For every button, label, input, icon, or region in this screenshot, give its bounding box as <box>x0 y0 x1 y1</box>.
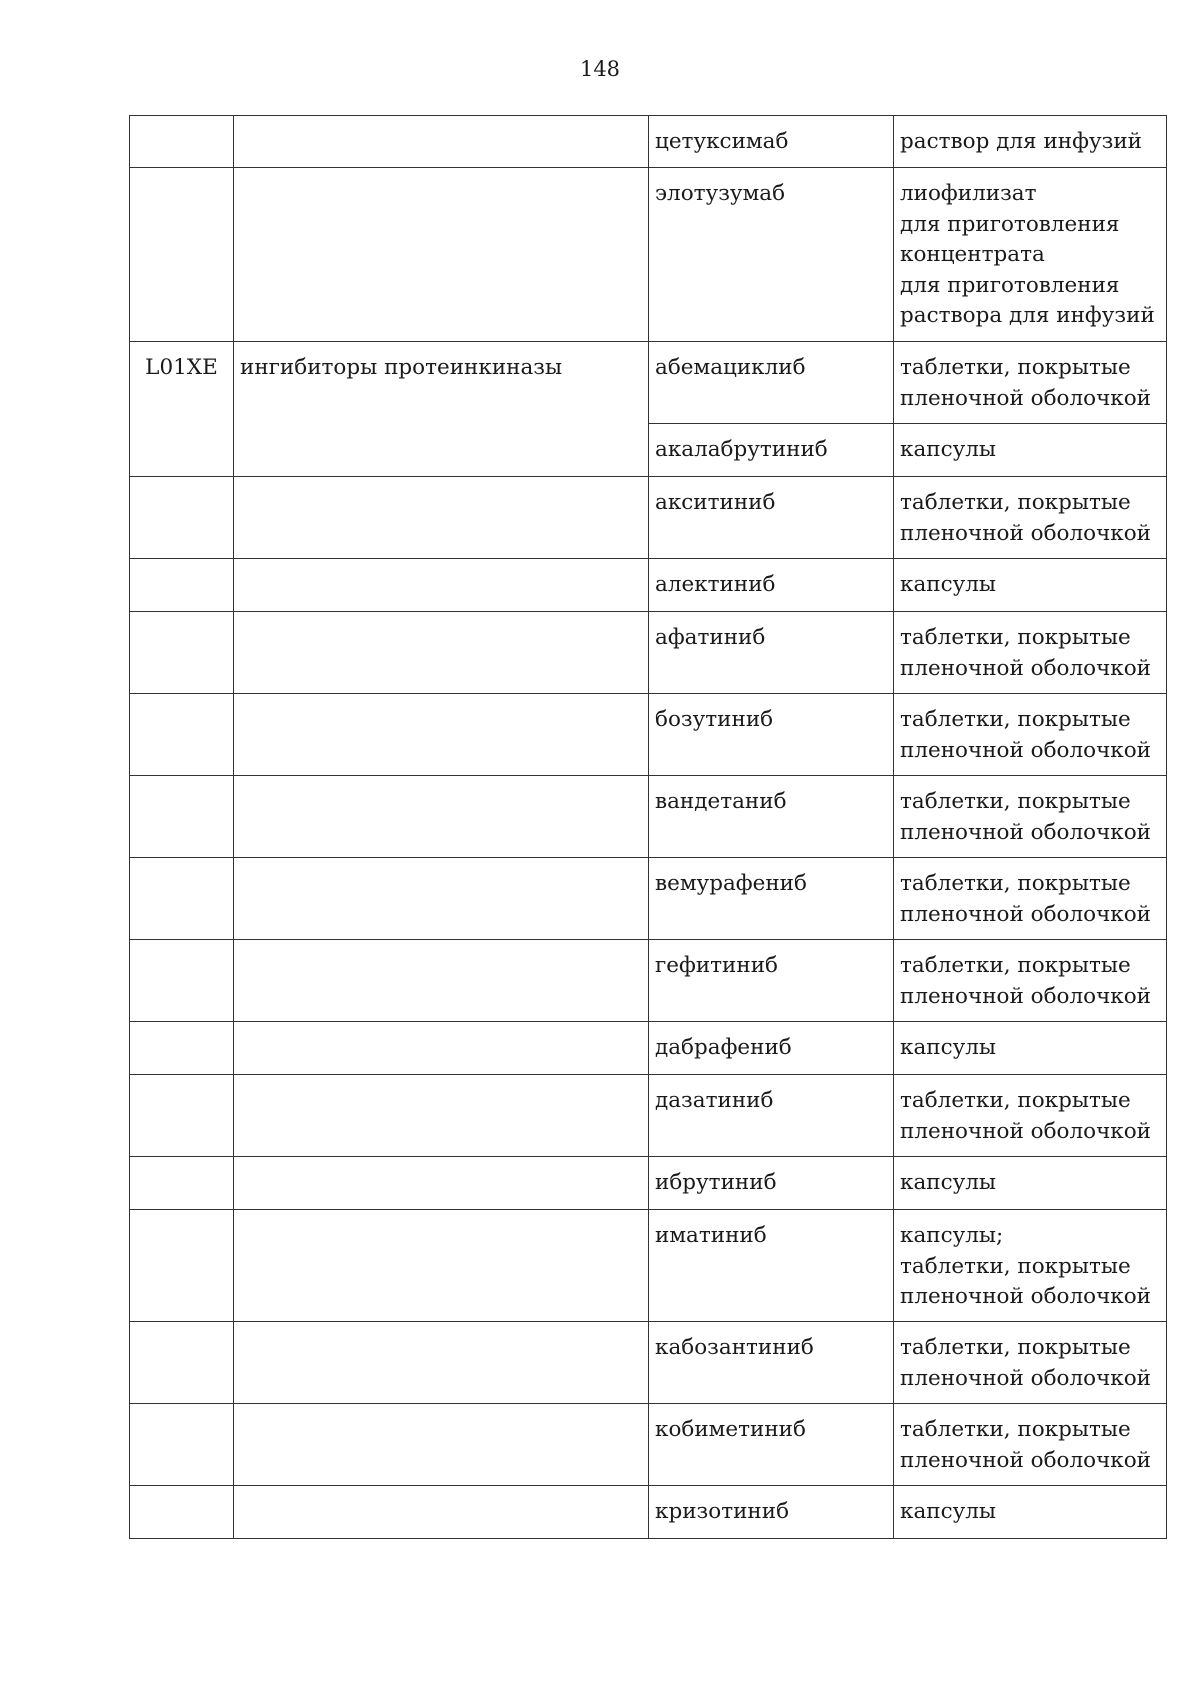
drug-table <box>129 115 1167 1539</box>
table-row <box>130 168 1167 342</box>
table-row <box>130 1022 1167 1075</box>
drug-name-cell: дабрафениб <box>649 1022 894 1075</box>
dosage-form-line: таблетки, покрытые <box>900 1253 1131 1279</box>
dosage-form-line: лиофилизат <box>900 181 1037 206</box>
dosage-form-line: пленочной оболочкой <box>900 901 1151 927</box>
table-body <box>130 116 1167 1539</box>
drug-name-cell: цетуксимаб <box>649 116 894 168</box>
dosage-form-line: концентрата <box>900 242 1045 267</box>
dosage-form-line: таблетки, покрытые <box>900 1088 1131 1113</box>
atc-code-cell <box>130 168 234 342</box>
dosage-form-cell <box>894 1075 1167 1157</box>
dosage-form-line: пленочной оболочкой <box>900 1284 1151 1309</box>
atc-code-cell <box>130 776 234 858</box>
atc-code-cell <box>130 694 234 776</box>
atc-code-cell <box>130 1322 234 1404</box>
table-row <box>130 1322 1167 1404</box>
group-name-cell: ингибиторы протеинкиназы <box>234 342 649 477</box>
atc-code-cell <box>130 940 234 1022</box>
group-name-cell <box>234 1157 649 1210</box>
group-name-cell <box>234 1486 649 1539</box>
group-name-cell <box>234 559 649 612</box>
dosage-form-cell <box>894 1022 1167 1075</box>
dosage-form-cell <box>894 1210 1167 1322</box>
dosage-form-line: таблетки, покрытые <box>900 953 1131 978</box>
atc-code-cell <box>130 116 234 168</box>
dosage-form-line: для приготовления <box>900 272 1120 298</box>
group-name-cell <box>234 168 649 342</box>
dosage-form-line: таблетки, покрытые <box>900 871 1131 896</box>
drug-name-cell: кобиметиниб <box>649 1404 894 1486</box>
group-name-cell <box>234 1322 649 1404</box>
table-row <box>130 1404 1167 1486</box>
table-row <box>130 940 1167 1022</box>
dosage-form-cell <box>894 342 1167 424</box>
group-name-cell <box>234 1404 649 1486</box>
atc-code-cell <box>130 477 234 559</box>
dosage-form-line: пленочной оболочкой <box>900 1447 1151 1473</box>
drug-name-cell: кризотиниб <box>649 1486 894 1539</box>
dosage-form-line: пленочной оболочкой <box>900 983 1151 1009</box>
table-row <box>130 858 1167 940</box>
atc-code-cell <box>130 612 234 694</box>
drug-name-cell: гефитиниб <box>649 940 894 1022</box>
dosage-form-line: пленочной оболочкой <box>900 819 1151 845</box>
table-row <box>130 342 1167 424</box>
table-row <box>130 776 1167 858</box>
group-name-cell <box>234 477 649 559</box>
dosage-form-cell <box>894 776 1167 858</box>
table-row <box>130 612 1167 694</box>
dosage-form-line: таблетки, покрытые <box>900 1417 1131 1442</box>
dosage-form-line: капсулы <box>900 437 997 462</box>
group-name-cell <box>234 116 649 168</box>
drug-name-cell: вемурафениб <box>649 858 894 940</box>
atc-code-cell <box>130 1022 234 1075</box>
drug-name-cell: бозутиниб <box>649 694 894 776</box>
group-name-cell <box>234 1022 649 1075</box>
atc-code-cell <box>130 1157 234 1210</box>
dosage-form-line: капсулы <box>900 1035 997 1060</box>
dosage-form-line: для приготовления <box>900 211 1120 237</box>
atc-code-cell <box>130 858 234 940</box>
dosage-form-line: раствор для инфузий <box>900 129 1142 154</box>
dosage-form-line: таблетки, покрытые <box>900 625 1131 650</box>
dosage-form-line: капсулы <box>900 1170 997 1195</box>
table-row <box>130 116 1167 168</box>
atc-code-cell <box>130 1486 234 1539</box>
page-number: 148 <box>579 57 621 81</box>
dosage-form-cell <box>894 940 1167 1022</box>
dosage-form-cell <box>894 559 1167 612</box>
table-row <box>130 1157 1167 1210</box>
dosage-form-cell <box>894 694 1167 776</box>
drug-name-cell: акситиниб <box>649 477 894 559</box>
group-name-cell <box>234 1075 649 1157</box>
dosage-form-cell <box>894 1404 1167 1486</box>
atc-code-cell <box>130 1210 234 1322</box>
dosage-form-line: раствора для инфузий <box>900 303 1155 328</box>
dosage-form-line: таблетки, покрытые <box>900 1335 1131 1360</box>
atc-code-cell <box>130 559 234 612</box>
drug-name-cell: абемациклиб <box>649 342 894 424</box>
dosage-form-line: пленочной оболочкой <box>900 1365 1151 1391</box>
drug-name-cell: иматиниб <box>649 1210 894 1322</box>
table-row <box>130 477 1167 559</box>
dosage-form-cell <box>894 612 1167 694</box>
dosage-form-line: пленочной оболочкой <box>900 1118 1151 1144</box>
dosage-form-cell <box>894 858 1167 940</box>
group-name-cell <box>234 612 649 694</box>
table-row <box>130 694 1167 776</box>
drug-name-cell: дазатиниб <box>649 1075 894 1157</box>
dosage-form-cell <box>894 477 1167 559</box>
drug-name-cell: афатиниб <box>649 612 894 694</box>
dosage-form-line: пленочной оболочкой <box>900 385 1151 411</box>
dosage-form-line: таблетки, покрытые <box>900 490 1131 515</box>
dosage-form-line: капсулы; <box>900 1223 1004 1248</box>
table-row <box>130 1075 1167 1157</box>
drug-name-cell: ибрутиниб <box>649 1157 894 1210</box>
drug-name-cell: алектиниб <box>649 559 894 612</box>
dosage-form-line: пленочной оболочкой <box>900 655 1151 681</box>
group-name-cell <box>234 694 649 776</box>
drug-name-cell: акалабрутиниб <box>649 424 894 477</box>
group-name-cell <box>234 1210 649 1322</box>
table-row <box>130 1486 1167 1539</box>
dosage-form-line: капсулы <box>900 572 997 597</box>
drug-name-cell: вандетаниб <box>649 776 894 858</box>
dosage-form-cell <box>894 1486 1167 1539</box>
table-row <box>130 1210 1167 1322</box>
atc-code-cell <box>130 1404 234 1486</box>
dosage-form-cell <box>894 424 1167 477</box>
dosage-form-cell <box>894 168 1167 342</box>
drug-name-cell: элотузумаб <box>649 168 894 342</box>
dosage-form-cell <box>894 1322 1167 1404</box>
group-name-cell <box>234 940 649 1022</box>
dosage-form-cell <box>894 116 1167 168</box>
atc-code-cell: L01XE <box>130 342 234 477</box>
dosage-form-line: таблетки, покрытые <box>900 355 1131 380</box>
group-name-cell <box>234 858 649 940</box>
dosage-form-line: таблетки, покрытые <box>900 789 1131 814</box>
table-row <box>130 559 1167 612</box>
dosage-form-line: пленочной оболочкой <box>900 737 1151 763</box>
dosage-form-cell <box>894 1157 1167 1210</box>
drug-name-cell: кабозантиниб <box>649 1322 894 1404</box>
group-name-cell <box>234 776 649 858</box>
dosage-form-line: таблетки, покрытые <box>900 707 1131 732</box>
dosage-form-line: пленочной оболочкой <box>900 520 1151 546</box>
dosage-form-line: капсулы <box>900 1499 997 1524</box>
atc-code-cell <box>130 1075 234 1157</box>
